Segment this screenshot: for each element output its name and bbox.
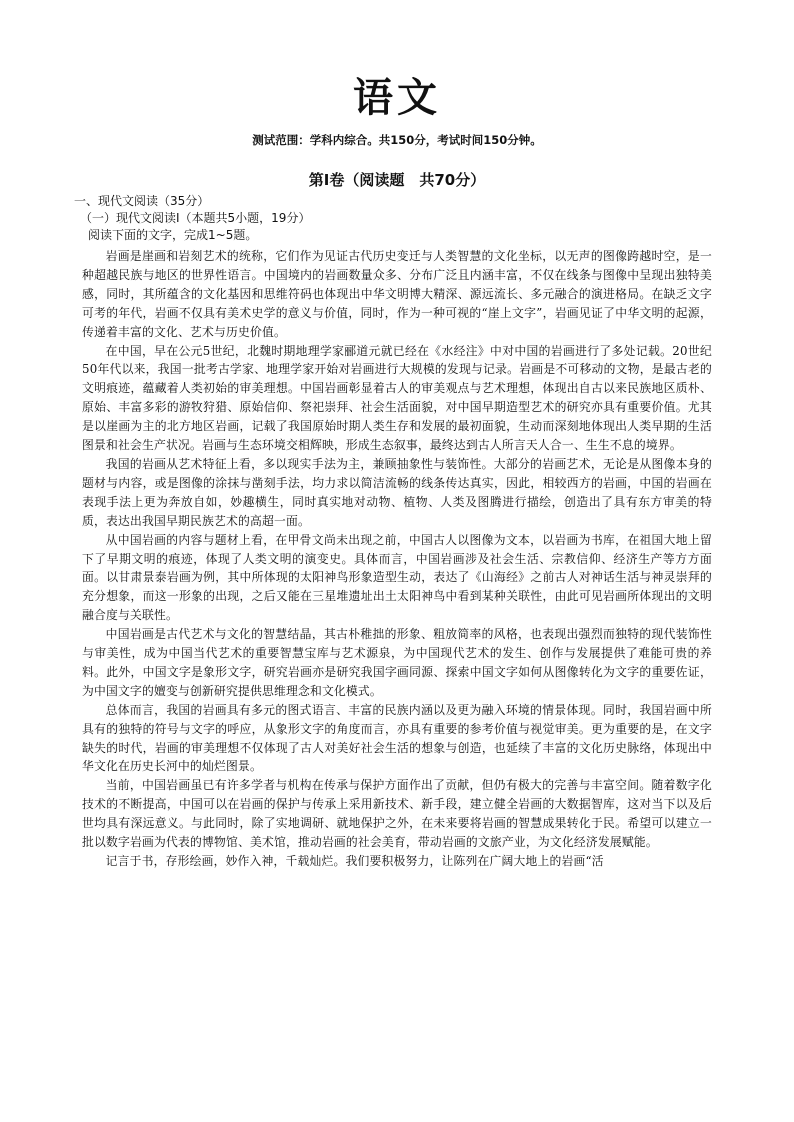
passage-paragraph: 在中国，早在公元5世纪，北魏时期地理学家郦道元就已经在《水经注》中对中国的岩画进行了多处记载。20世纪50年代以来，我国一批考古学家、地理学家开始对岩画进行大规模的发现与记录。岩画是不可移动的文物，是最古老的文明痕迹，蕴藏着人类初始的审美理想。中国岩画彰显着古人的审美观点与艺术理想，体现出自古以来民族地区质朴、原始、丰富多彩的游牧狩猎、原始信仰、祭祀崇拜、社会生活面貌，对中国早期造型艺术的研究亦具有重要价值。尤其是以崖画为主的北方地区岩画，记载了我国原始时期人类生存和发展的最初面貌，生动而深刻地体现出人类早期的生活图景和社会生产状况。岩画与生态环境交相辉映，形成生态叙事，最终达到古人所言天人合一、生生不息的境界。 [82,343,712,453]
passage-paragraph: 从中国岩画的内容与题材上看，在甲骨文尚未出现之前，中国古人以图像为文本，以岩画为书库，在祖国大地上留下了早期文明的痕迹，体现了人类文明的演变史。具体而言，中国岩画涉及社会生活、宗教信仰、经济生产等方方面面。以甘肃景泰岩画为例，其中所体现的太阳神鸟形象造型生动，表达了《山海经》之前古人对神话生活与神灵崇拜的充分想象，而这一形象的出现，之后又能在三星堆遗址出土太阳神鸟中看到某种关联性，由此可见岩画所体现出的文明融合度与关联性。 [82,532,712,623]
passage-paragraph: 岩画是崖画和岩刻艺术的统称，它们作为见证古代历史变迁与人类智慧的文化坐标，以无声的图像跨越时空，是一种超越民族与地区的世界性语言。中国境内的岩画数量众多、分布广泛且内涵丰富，不仅在线条与图像中呈现出独特美感，同时，其所蕴含的文化基因和思维符码也体现出中华文明博大精深、源远流长、多元融合的演进格局。在缺乏文字可考的年代，岩画不仅具有美术史学的意义与价值，同时，作为一种可视的“崖上文字”，岩画见证了中华文明的起源，传递着丰富的文化、艺术与历史价值。 [82,249,712,339]
passage-paragraph: 中国岩画是古代艺术与文化的智慧结晶，其古朴稚拙的形象、粗放简率的风格，也表现出强烈而独特的现代装饰性与审美性，成为中国当代艺术的重要智慧宝库与艺术源泉，为中国现代艺术的发生、创作与发展提供了难能可贵的养料。此外，中国文字是象形文字，研究岩画亦是研究我国字画同源、探索中国文字如何从图像转化为文字的重要佐证，为中国文字的嬗变与创新研究提供思维理念和文化模式。 [82,627,712,698]
passage-paragraph: 总体而言，我国的岩画具有多元的图式语言、丰富的民族内涵以及更为融入环境的情景体现。同时，我国岩画中所具有的独特的符号与文字的呼应，从象形文字的角度而言，亦具有重要的参考价值与视觉审美。更为重要的是，在文字缺失的时代，岩画的审美理想不仅体现了古人对美好社会生活的想象与创造，也延续了丰富的文化历史脉络，体现出中华文化在历史长河中的灿烂图景。 [82,702,712,774]
section-heading: 一、现代文阅读（35分） [74,194,210,208]
test-scope: 测试范围：学科内综合。共150分，考试时间150分钟。 [252,133,542,147]
part-title: 第Ⅰ卷（阅读题 共70分） [308,171,486,189]
page-title: 语文 [353,75,441,121]
reading-passage [82,247,712,871]
passage-paragraph: 当前，中国岩画虽已有许多学者与机构在传承与保护方面作出了贡献，但仍有极大的完善与丰富空间。随着数字化技术的不断提高，中国可以在岩画的保护与传承上采用新技术、新手段，建立健全岩画的大数据智库，这对当下以及后世均具有深远意义。与此同时，除了实地调研、就地保护之外，在未来要将岩画的智慧成果转化于民。希望可以建立一批以数字岩画为代表的博物馆、美术馆，推动岩画的社会美育，带动岩画的文旅产业，为文化经济发展赋能。 [82,778,712,850]
passage-paragraph: 我国的岩画从艺术特征上看，多以现实手法为主，兼顾抽象性与装饰性。大部分的岩画艺术，无论是从图像本身的题材与内容，或是图像的涂抹与凿刻手法，均力求以简洁流畅的线条传达真实，因此，相较西方的岩画，中国的岩画在表现手法上更为奔放自如，妙趣横生，同时真实地对动物、植物、人类及图腾进行描绘，创造出了具有东方审美的特质，表达出我国早期民族艺术的高超一面。 [82,456,712,528]
passage-paragraph: 记言于书，存形绘画，妙作入神，千载灿烂。我们要积极努力，让陈列在广阔大地上的岩画“活 [105,854,604,868]
reading-instruction: 阅读下面的文字，完成1~5题。 [88,228,258,242]
subsection-heading: （一）现代文阅读Ⅰ（本题共5小题，19分） [80,211,311,225]
